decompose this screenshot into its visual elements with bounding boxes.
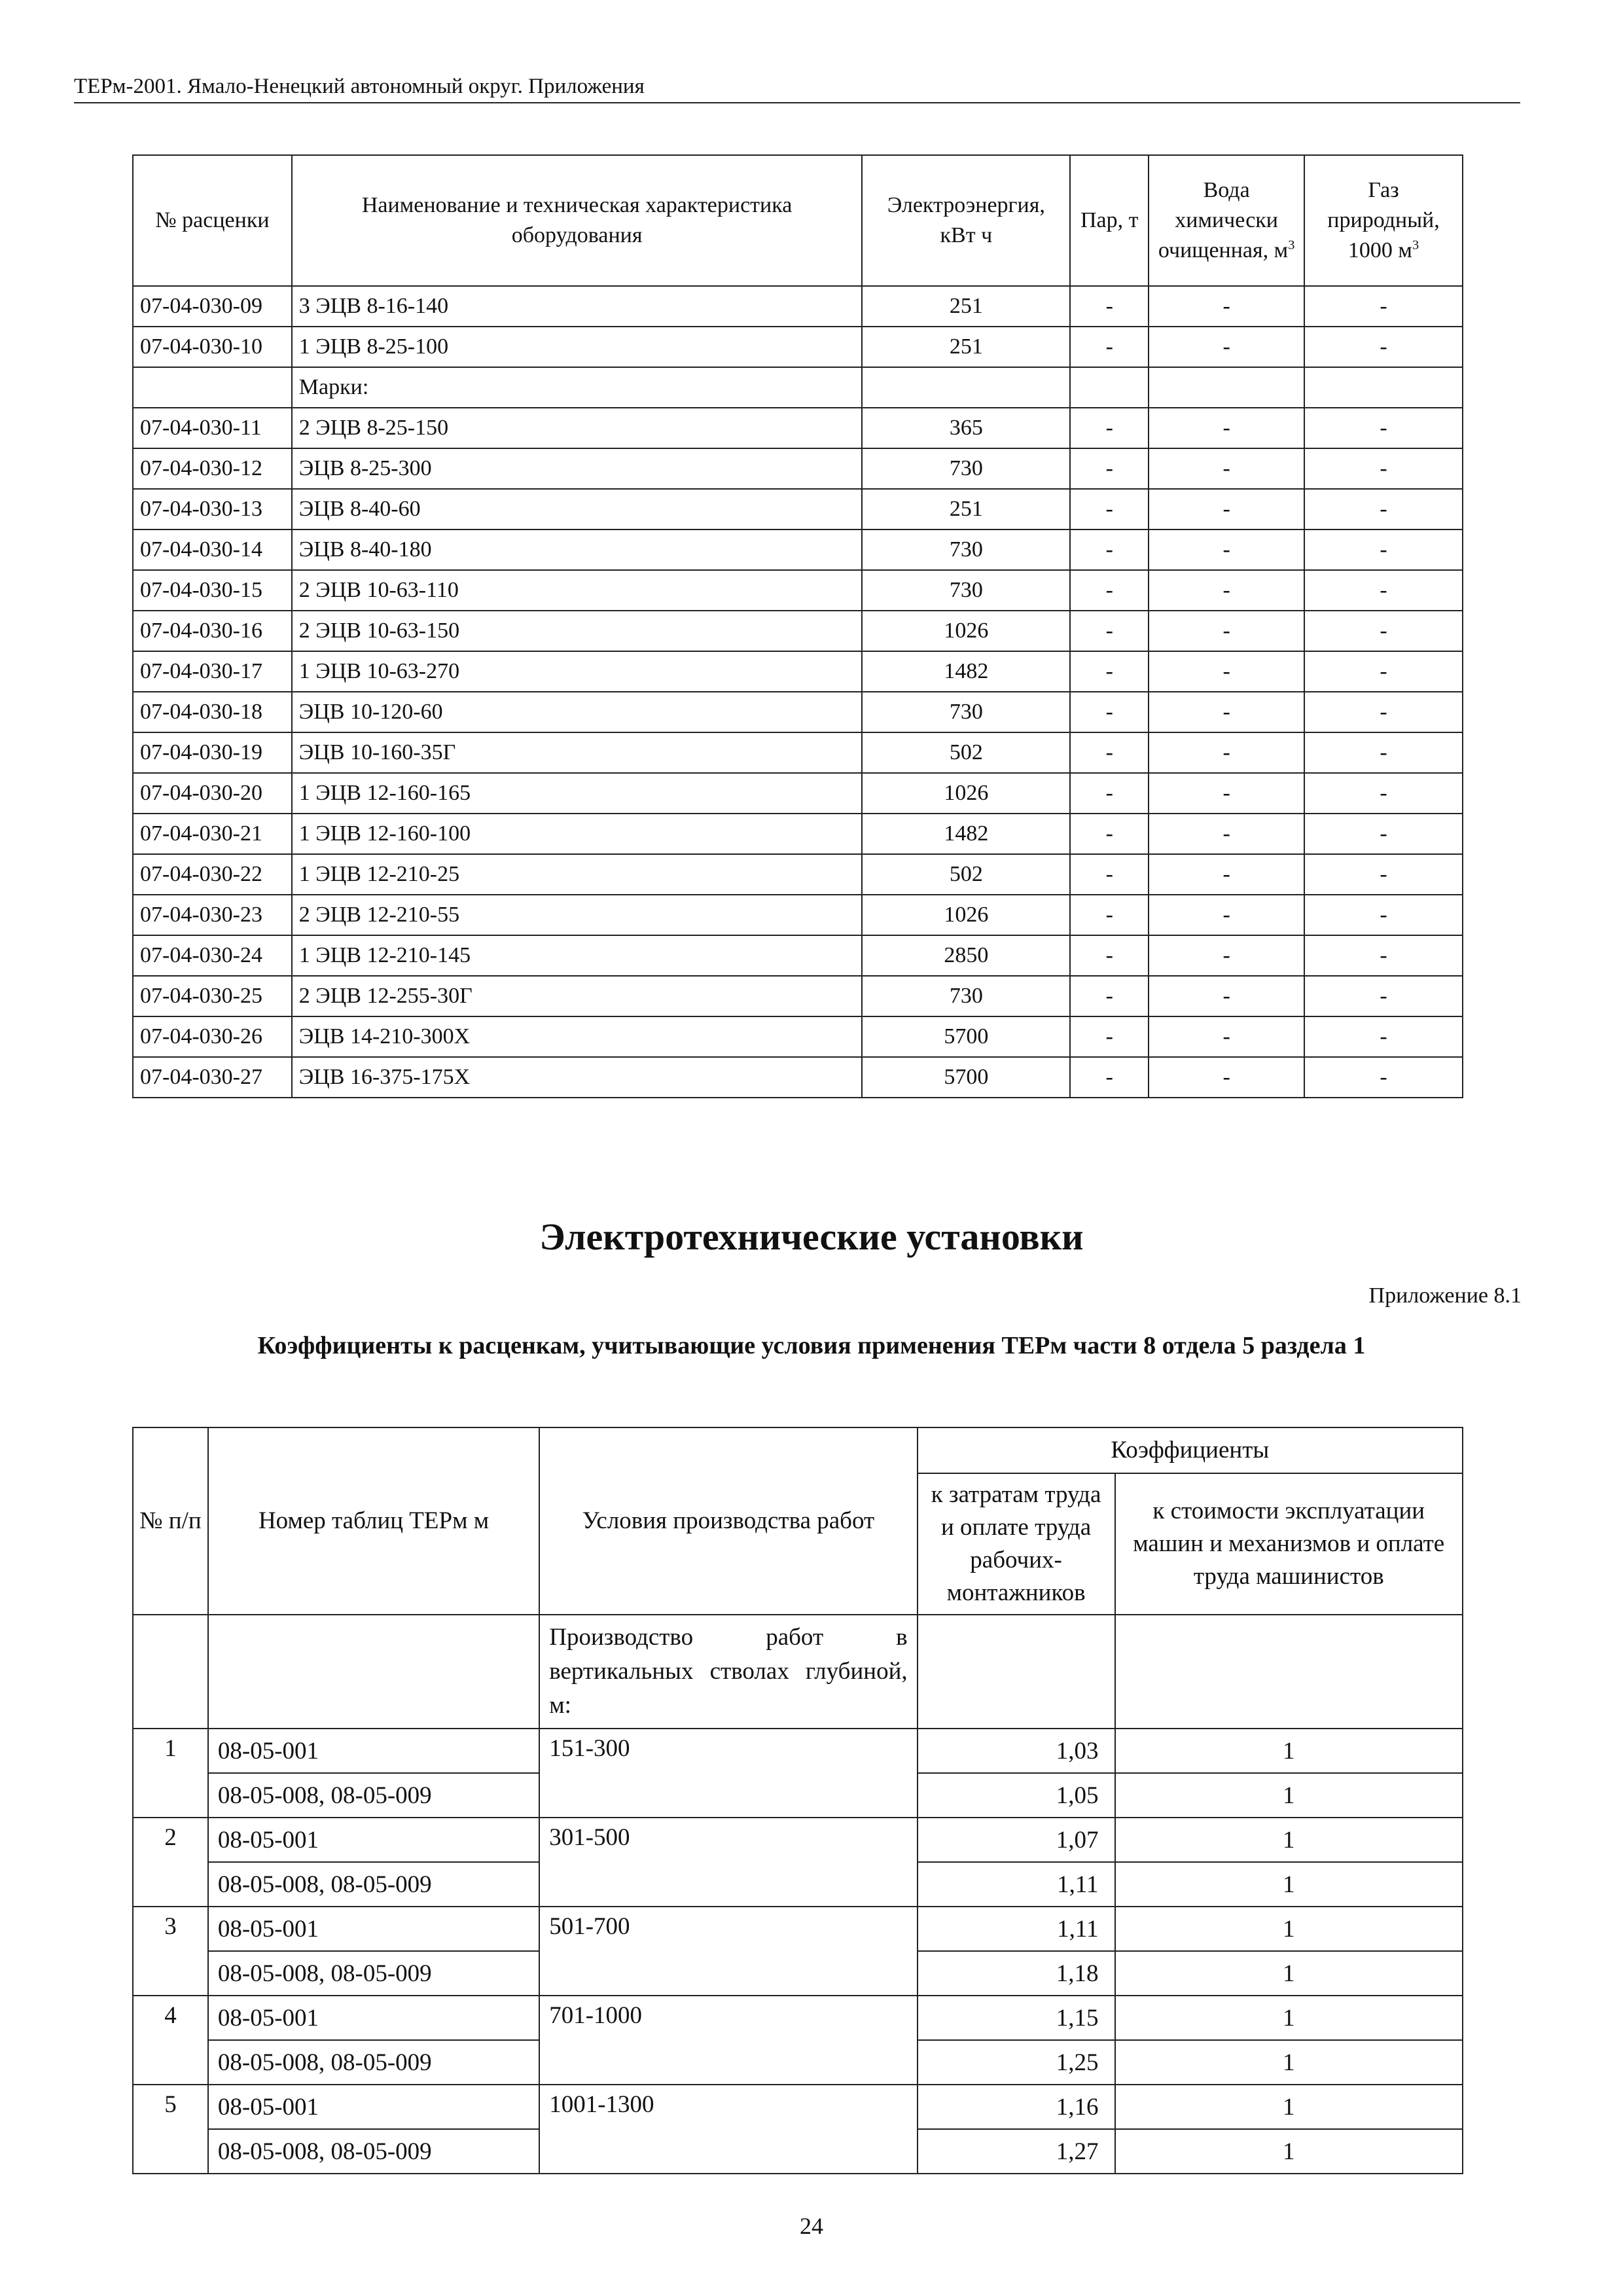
machines-coefficient: 1 (1115, 1729, 1463, 1773)
depth-condition: 301-500 (539, 1818, 917, 1907)
water-value: - (1149, 651, 1304, 692)
electricity-value: 5700 (862, 1057, 1070, 1098)
depth-condition: 501-700 (539, 1907, 917, 1996)
equipment-name: 1 ЭЦВ 12-210-25 (292, 854, 863, 895)
intro-empty-num (133, 1615, 208, 1729)
depth-condition: 701-1000 (539, 1996, 917, 2085)
rate-code: 07-04-030-13 (133, 489, 292, 529)
steam-value: - (1070, 732, 1149, 773)
steam-value (1070, 367, 1149, 408)
resource-row (133, 814, 1463, 854)
labor-coefficient: 1,05 (918, 1773, 1115, 1818)
water-value: - (1149, 529, 1304, 570)
gas-value: - (1304, 895, 1463, 935)
water-value: - (1149, 327, 1304, 367)
gas-value: - (1304, 489, 1463, 529)
equipment-name: 1 ЭЦВ 8-25-100 (292, 327, 863, 367)
resource-row (133, 448, 1463, 489)
equipment-name: 3 ЭЦВ 8-16-140 (292, 286, 863, 327)
coef-row (133, 1907, 1463, 1951)
gas-value: - (1304, 732, 1463, 773)
header-water: Вода химически очищенная, $м^3$ (1149, 155, 1304, 286)
table-number: 08-05-001 (208, 2085, 539, 2129)
equipment-name: 1 ЭЦВ 10-63-270 (292, 651, 863, 692)
header-name: Наименование и техническая характеристика оборудования (292, 155, 863, 286)
machines-coefficient: 1 (1115, 2085, 1463, 2129)
coef-row (133, 1729, 1463, 1773)
labor-coefficient: 1,18 (918, 1951, 1115, 1996)
steam-value: - (1070, 814, 1149, 854)
water-value: - (1149, 1016, 1304, 1057)
gas-value: - (1304, 529, 1463, 570)
electricity-value: 251 (862, 489, 1070, 529)
coef-row (133, 2085, 1463, 2129)
resource-row (133, 529, 1463, 570)
gas-value: - (1304, 1016, 1463, 1057)
resource-row (133, 489, 1463, 529)
steam-value: - (1070, 327, 1149, 367)
gas-value: - (1304, 692, 1463, 732)
equipment-name: ЭЦВ 8-40-60 (292, 489, 863, 529)
water-value: - (1149, 408, 1304, 448)
rate-code (133, 367, 292, 408)
electricity-value: 730 (862, 529, 1070, 570)
water-value: - (1149, 611, 1304, 651)
water-value: - (1149, 814, 1304, 854)
steam-value: - (1070, 895, 1149, 935)
rate-code: 07-04-030-25 (133, 976, 292, 1016)
header-steam: Пар, т (1070, 155, 1149, 286)
rate-code: 07-04-030-14 (133, 529, 292, 570)
equipment-name: ЭЦВ 10-120-60 (292, 692, 863, 732)
table-number: 08-05-008, 08-05-009 (208, 1862, 539, 1907)
equipment-name: 2 ЭЦВ 12-210-55 (292, 895, 863, 935)
electricity-value: 1026 (862, 895, 1070, 935)
electricity-value: 251 (862, 286, 1070, 327)
page-header: ТЕРм-2001. Ямало-Ненецкий автономный округ. Приложения (74, 73, 1520, 103)
equipment-name: 2 ЭЦВ 10-63-150 (292, 611, 863, 651)
resource-row (133, 732, 1463, 773)
gas-value: - (1304, 570, 1463, 611)
electricity-value: 5700 (862, 1016, 1070, 1057)
steam-value: - (1070, 489, 1149, 529)
equipment-name: 1 ЭЦВ 12-160-165 (292, 773, 863, 814)
rate-code: 07-04-030-10 (133, 327, 292, 367)
electricity-value: 502 (862, 732, 1070, 773)
steam-value: - (1070, 448, 1149, 489)
gas-value: - (1304, 448, 1463, 489)
table-number: 08-05-001 (208, 1818, 539, 1862)
steam-value: - (1070, 286, 1149, 327)
gas-value (1304, 367, 1463, 408)
header-coefficients: Коэффициенты (918, 1427, 1463, 1473)
water-value: - (1149, 732, 1304, 773)
table-number: 08-05-008, 08-05-009 (208, 1951, 539, 1996)
coefficients-title: Коэффициенты к расценкам, учитывающие условия применения ТЕРм части 8 отдела 5 раздела 1 (257, 1332, 1366, 1359)
electricity-value: 251 (862, 327, 1070, 367)
depth-condition: 1001-1300 (539, 2085, 917, 2174)
rate-code: 07-04-030-18 (133, 692, 292, 732)
gas-value: - (1304, 651, 1463, 692)
machines-coefficient: 1 (1115, 2129, 1463, 2174)
labor-coefficient: 1,16 (918, 2085, 1115, 2129)
water-value: - (1149, 489, 1304, 529)
water-value: - (1149, 570, 1304, 611)
rate-code: 07-04-030-17 (133, 651, 292, 692)
steam-value: - (1070, 976, 1149, 1016)
rate-code: 07-04-030-11 (133, 408, 292, 448)
resource-row (133, 773, 1463, 814)
header-num: № п/п (133, 1427, 208, 1615)
gas-value: - (1304, 611, 1463, 651)
header-electricity: Электроэнергия, кВт ч (862, 155, 1070, 286)
steam-value: - (1070, 1057, 1149, 1098)
rate-code: 07-04-030-12 (133, 448, 292, 489)
intro-condition: Производство работ в вертикальных стволах глубиной, м: (539, 1615, 917, 1729)
electricity-value: 730 (862, 976, 1070, 1016)
resource-row (133, 854, 1463, 895)
electricity-value: 730 (862, 692, 1070, 732)
electricity-value: 1026 (862, 611, 1070, 651)
water-value: - (1149, 448, 1304, 489)
rate-code: 07-04-030-26 (133, 1016, 292, 1057)
labor-coefficient: 1,03 (918, 1729, 1115, 1773)
resource-table (132, 154, 1463, 1098)
steam-value: - (1070, 570, 1149, 611)
labor-coefficient: 1,15 (918, 1996, 1115, 2040)
electricity-value: 1482 (862, 651, 1070, 692)
appendix-label: Приложение 8.1 (1368, 1283, 1522, 1308)
equipment-name: ЭЦВ 10-160-35Г (292, 732, 863, 773)
steam-value: - (1070, 935, 1149, 976)
rate-code: 07-04-030-19 (133, 732, 292, 773)
resource-row (133, 651, 1463, 692)
resource-row (133, 976, 1463, 1016)
group-number: 5 (133, 2085, 208, 2174)
equipment-name: ЭЦВ 8-40-180 (292, 529, 863, 570)
labor-coefficient: 1,25 (918, 2040, 1115, 2085)
rate-code: 07-04-030-22 (133, 854, 292, 895)
gas-value: - (1304, 854, 1463, 895)
rate-code: 07-04-030-23 (133, 895, 292, 935)
resource-row (133, 935, 1463, 976)
machines-coefficient: 1 (1115, 1862, 1463, 1907)
table-number: 08-05-001 (208, 1729, 539, 1773)
resource-row (133, 570, 1463, 611)
rate-code: 07-04-030-20 (133, 773, 292, 814)
gas-value: - (1304, 408, 1463, 448)
equipment-name: 2 ЭЦВ 10-63-110 (292, 570, 863, 611)
equipment-name: ЭЦВ 14-210-300Х (292, 1016, 863, 1057)
resource-row (133, 1016, 1463, 1057)
header-gas: Газ природный, 1000 $м^3$ (1304, 155, 1463, 286)
water-value: - (1149, 854, 1304, 895)
steam-value: - (1070, 611, 1149, 651)
electricity-value: 1026 (862, 773, 1070, 814)
electricity-value: 730 (862, 570, 1070, 611)
group-number: 3 (133, 1907, 208, 1996)
intro-empty-labor (918, 1615, 1115, 1729)
header-conditions: Условия производства работ (539, 1427, 917, 1615)
electricity-value: 2850 (862, 935, 1070, 976)
gas-value: - (1304, 1057, 1463, 1098)
machines-coefficient: 1 (1115, 1773, 1463, 1818)
rate-code: 07-04-030-27 (133, 1057, 292, 1098)
steam-value: - (1070, 773, 1149, 814)
equipment-name: ЭЦВ 8-25-300 (292, 448, 863, 489)
gas-value: - (1304, 976, 1463, 1016)
group-number: 2 (133, 1818, 208, 1907)
electricity-value (862, 367, 1070, 408)
section-title: Электротехнические установки (539, 1215, 1084, 1258)
rate-code: 07-04-030-24 (133, 935, 292, 976)
water-value: - (1149, 773, 1304, 814)
labor-coefficient: 1,11 (918, 1862, 1115, 1907)
steam-value: - (1070, 651, 1149, 692)
intro-row (133, 1615, 1463, 1729)
header-table-no: Номер таблиц ТЕРм м (208, 1427, 539, 1615)
water-value: - (1149, 1057, 1304, 1098)
group-number: 4 (133, 1996, 208, 2085)
water-value: - (1149, 895, 1304, 935)
water-value: - (1149, 286, 1304, 327)
header-code: № расценки (133, 155, 292, 286)
resource-row (133, 327, 1463, 367)
resource-row (133, 367, 1463, 408)
header-labor: к затратам труда и оплате труда рабочих-монтажников (918, 1473, 1115, 1615)
gas-value: - (1304, 935, 1463, 976)
resource-row (133, 408, 1463, 448)
table-number: 08-05-008, 08-05-009 (208, 2040, 539, 2085)
resource-row (133, 286, 1463, 327)
water-value: - (1149, 935, 1304, 976)
intro-empty-table (208, 1615, 539, 1729)
water-value (1149, 367, 1304, 408)
electricity-value: 730 (862, 448, 1070, 489)
electricity-value: 1482 (862, 814, 1070, 854)
labor-coefficient: 1,11 (918, 1907, 1115, 1951)
equipment-name: 2 ЭЦВ 12-255-30Г (292, 976, 863, 1016)
steam-value: - (1070, 529, 1149, 570)
table-number: 08-05-001 (208, 1907, 539, 1951)
equipment-name: ЭЦВ 16-375-175Х (292, 1057, 863, 1098)
machines-coefficient: 1 (1115, 1907, 1463, 1951)
electricity-value: 365 (862, 408, 1070, 448)
coef-row (133, 1996, 1463, 2040)
resource-table-header (133, 155, 1463, 286)
gas-value: - (1304, 327, 1463, 367)
steam-value: - (1070, 1016, 1149, 1057)
resource-row (133, 692, 1463, 732)
header-machines: к стоимости эксплуатации машин и механизмов и оплате труда машинистов (1115, 1473, 1463, 1615)
machines-coefficient: 1 (1115, 1951, 1463, 1996)
gas-value: - (1304, 286, 1463, 327)
rate-code: 07-04-030-15 (133, 570, 292, 611)
coef-header-row-1 (133, 1427, 1463, 1473)
water-value: - (1149, 692, 1304, 732)
group-number: 1 (133, 1729, 208, 1818)
table-number: 08-05-001 (208, 1996, 539, 2040)
gas-value: - (1304, 773, 1463, 814)
water-value: - (1149, 976, 1304, 1016)
depth-condition: 151-300 (539, 1729, 917, 1818)
machines-coefficient: 1 (1115, 2040, 1463, 2085)
resource-row (133, 611, 1463, 651)
rate-code: 07-04-030-09 (133, 286, 292, 327)
page-number: 24 (800, 2213, 823, 2239)
steam-value: - (1070, 854, 1149, 895)
rate-code: 07-04-030-21 (133, 814, 292, 854)
machines-coefficient: 1 (1115, 1818, 1463, 1862)
coefficients-table (132, 1427, 1463, 2174)
electricity-value: 502 (862, 854, 1070, 895)
equipment-name: 2 ЭЦВ 8-25-150 (292, 408, 863, 448)
equipment-name: 1 ЭЦВ 12-210-145 (292, 935, 863, 976)
gas-value: - (1304, 814, 1463, 854)
resource-row (133, 1057, 1463, 1098)
equipment-name: 1 ЭЦВ 12-160-100 (292, 814, 863, 854)
rate-code: 07-04-030-16 (133, 611, 292, 651)
labor-coefficient: 1,27 (918, 2129, 1115, 2174)
steam-value: - (1070, 692, 1149, 732)
resource-row (133, 895, 1463, 935)
table-number: 08-05-008, 08-05-009 (208, 2129, 539, 2174)
table-number: 08-05-008, 08-05-009 (208, 1773, 539, 1818)
coef-row (133, 1818, 1463, 1862)
equipment-name: Марки: (292, 367, 863, 408)
machines-coefficient: 1 (1115, 1996, 1463, 2040)
steam-value: - (1070, 408, 1149, 448)
labor-coefficient: 1,07 (918, 1818, 1115, 1862)
intro-empty-machines (1115, 1615, 1463, 1729)
